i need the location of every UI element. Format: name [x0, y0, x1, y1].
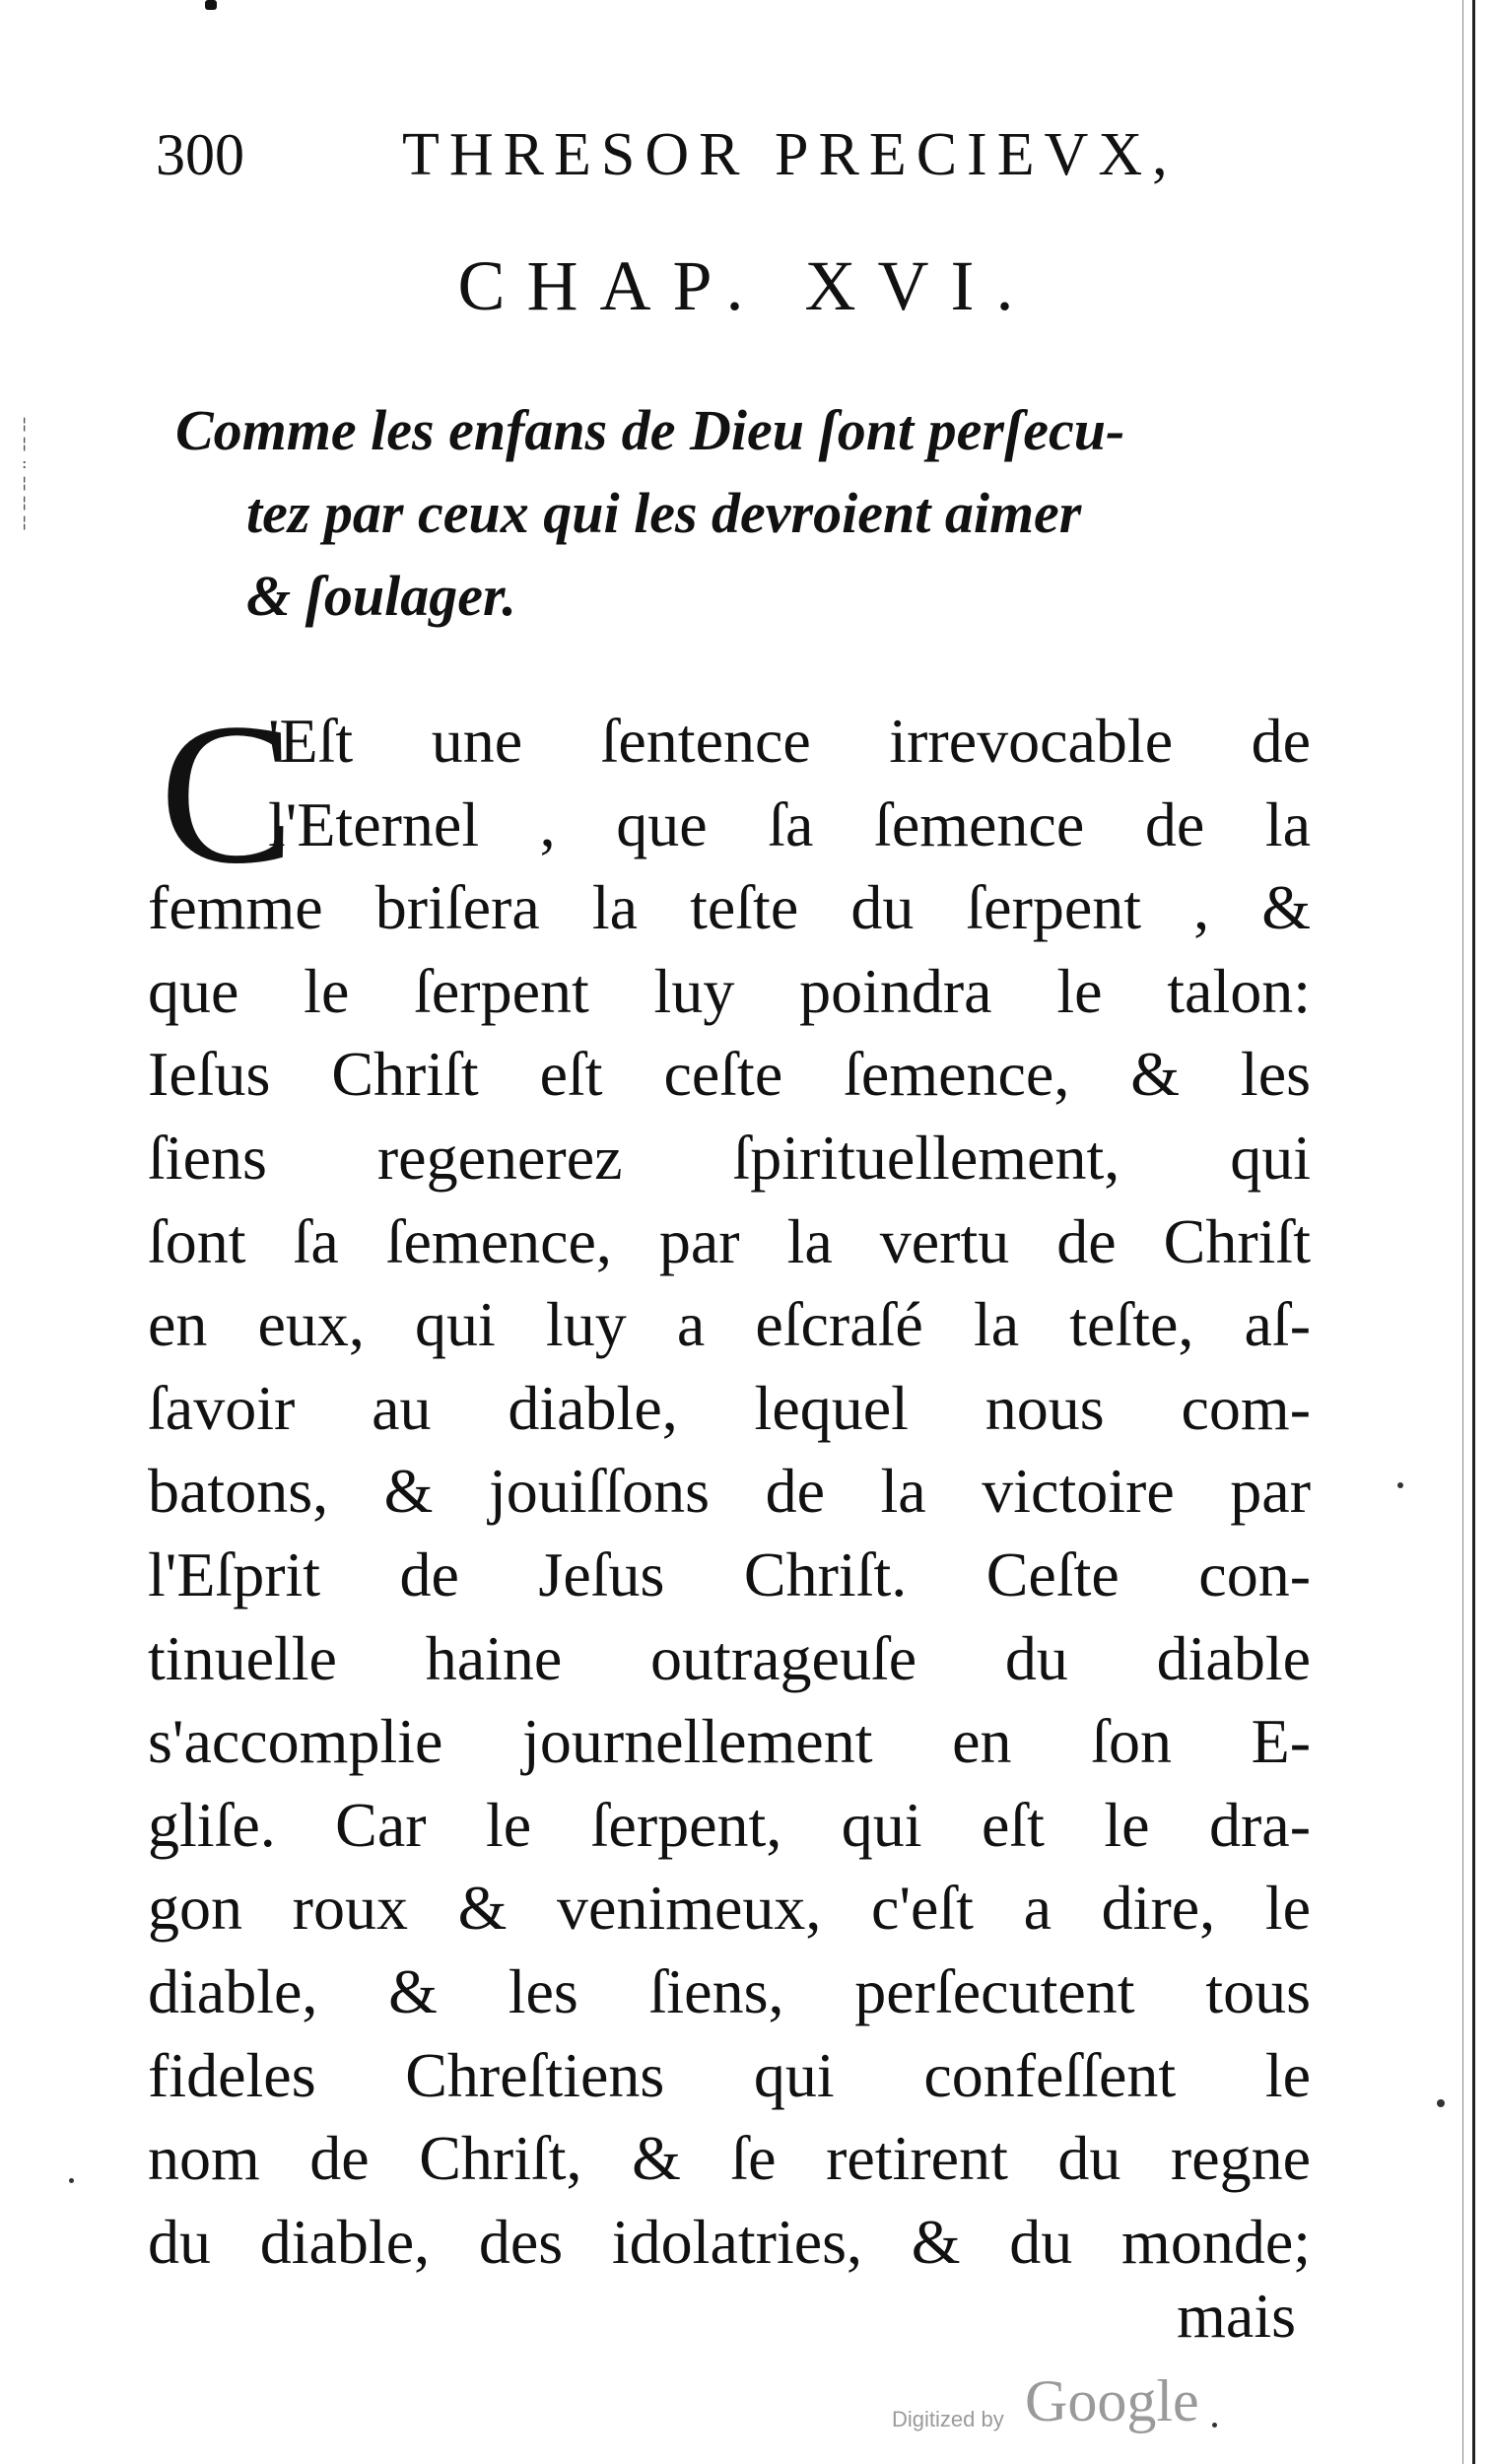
running-title: THRESOR PRECIEVX,	[402, 121, 1178, 188]
text-line: ſont ſa ſemence, par la vertu de Chriſt	[148, 1205, 1311, 1276]
watermark-prefix: Digitized by	[892, 2407, 1004, 2431]
text-line: fideles Chreſtiens qui confeſſent le	[148, 2039, 1311, 2110]
text-line: du diable, des idolatries, & du monde;	[148, 2206, 1311, 2277]
subtitle-line: tez par ceux qui les devroient aimer	[246, 481, 1082, 545]
text-line: l'Eſprit de Jeſus Chriſt. Ceſte con-	[148, 1539, 1311, 1609]
catchword: mais	[1177, 2281, 1296, 2351]
chapter-subtitle	[175, 389, 1309, 638]
text-line: nom de Chriſt, & ſe retirent du regne	[148, 2123, 1311, 2194]
margin-marks: ¦ ¦ : ¦ ¦ ¦	[22, 414, 28, 531]
text-line: Ieſus Chriſt eſt ceſte ſemence, & les	[148, 1039, 1311, 1110]
text-line: diable, & les ſiens, perſecutent tous	[148, 1955, 1311, 2026]
ink-mark	[205, 0, 217, 10]
page-header	[156, 110, 1319, 199]
text-line: que le ſerpent luy poindra le talon:	[148, 955, 1311, 1026]
text-line: gon roux & venimeux, c'eſt a dire, le	[148, 1873, 1311, 1944]
text-line: l'Eternel , que ſa ſemence de la	[268, 788, 1311, 859]
text-line: ſiens regenerez ſpirituellement, qui	[148, 1122, 1311, 1193]
ink-speck	[1397, 1482, 1403, 1488]
page-edge-shadow	[1472, 0, 1475, 2464]
body-text	[148, 682, 1330, 2284]
ink-speck	[69, 2178, 74, 2183]
drop-capital: C	[160, 682, 295, 906]
text-line: tinuelle haine outrageuſe du diable	[148, 1622, 1311, 1693]
watermark-brand: Google	[1025, 2368, 1199, 2433]
text-line: femme briſera la teſte du ſerpent , &	[148, 872, 1311, 943]
subtitle-line: Comme les enfans de Dieu ſont perſecu-	[175, 398, 1125, 462]
page-edge-line	[1462, 0, 1463, 2464]
subtitle-line: & ſoulager.	[246, 564, 516, 628]
chapter-heading: CHAP. XVI.	[457, 246, 1036, 325]
text-line: en eux, qui luy a eſcraſé la teſte, aſ-	[148, 1289, 1311, 1360]
ink-speck	[1437, 2099, 1445, 2107]
digitization-watermark	[892, 2367, 1247, 2446]
text-line: gliſe. Car le ſerpent, qui eſt le dra-	[148, 1789, 1311, 1860]
text-line: 'Eſt une ſentence irrevocable de	[268, 706, 1311, 776]
page-number: 300	[156, 122, 244, 187]
text-line: s'accomplie journellement en ſon E-	[148, 1706, 1311, 1777]
text-line: batons, & jouiſſons de la victoire par	[148, 1456, 1311, 1527]
text-line: ſavoir au diable, lequel nous com-	[148, 1372, 1311, 1443]
